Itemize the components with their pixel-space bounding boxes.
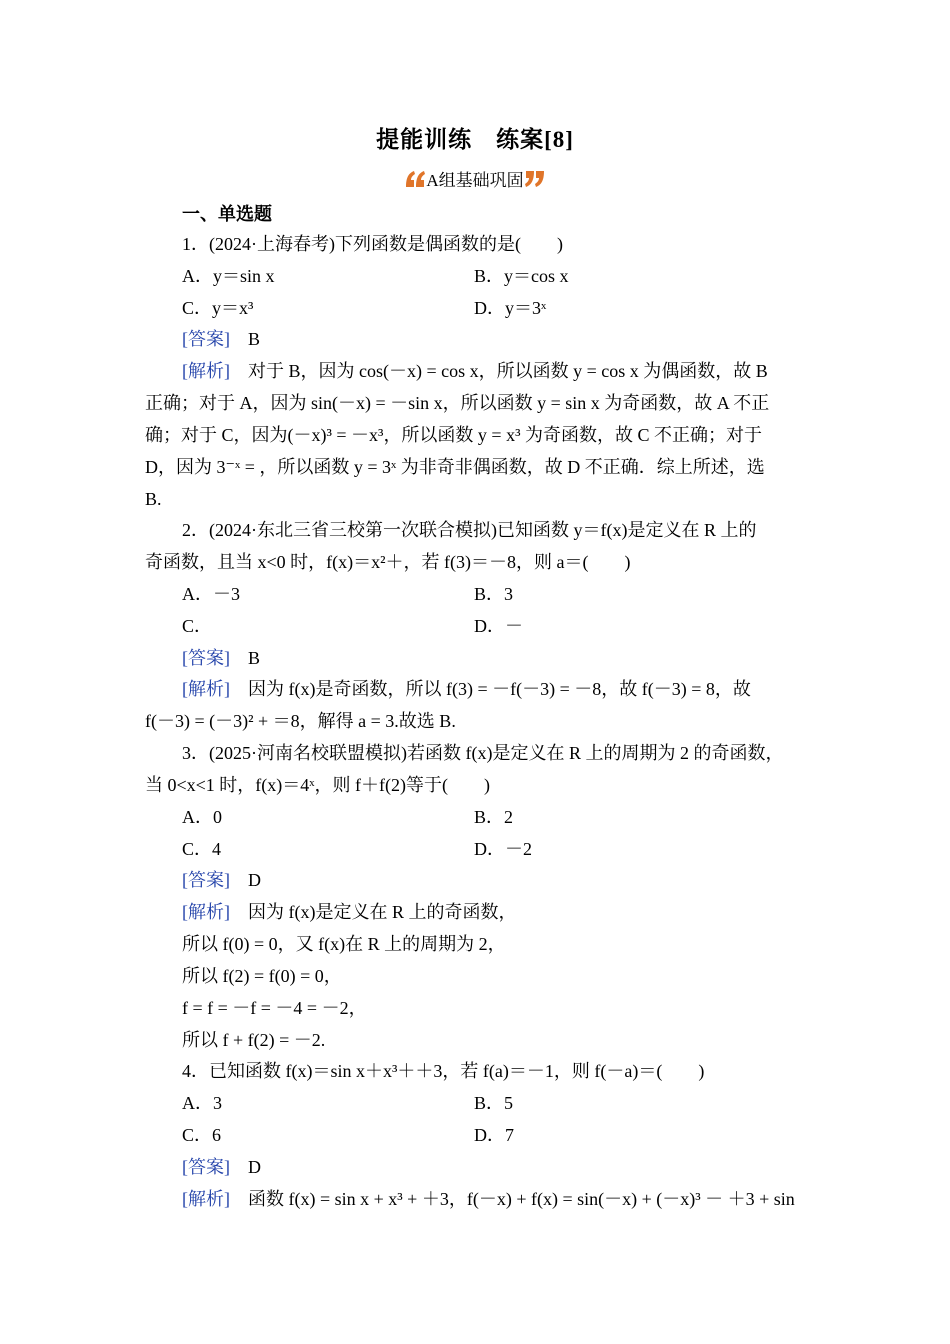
close-quote-icon <box>524 169 546 189</box>
q4-option-c: C．6 <box>182 1125 222 1145</box>
answer-tag: [答案] <box>182 870 230 890</box>
answer-value: D <box>248 1157 261 1177</box>
q2-analysis-line-2: f(－3) = (－3)² + ＝8，解得 a = 3.故选 B. <box>145 711 456 731</box>
q4-stem: 4．已知函数 f(x)＝sin x＋x³＋＋3，若 f(a)＝－1，则 f(－a)＝( ) <box>182 1061 705 1081</box>
q4-option-b: B．5 <box>474 1093 514 1113</box>
q2-option-d: D．－ <box>474 616 523 636</box>
section-heading: 一、单选题 <box>182 204 272 224</box>
analysis-tag: [解析] <box>182 902 230 922</box>
q1-option-a: A．y＝sin x <box>182 266 275 286</box>
page-title: 提能训练 练案[8] <box>376 127 574 152</box>
q3-option-b: B．2 <box>474 807 514 827</box>
q3-analysis-line-3: 所以 f(2) = f(0) = 0， <box>182 966 342 986</box>
q1-answer <box>182 327 260 351</box>
analysis-tag: [解析] <box>182 679 230 699</box>
q3-stem-line-1: 3．(2025·河南名校联盟模拟)若函数 f(x)是定义在 R 上的周期为 2 的奇函数， <box>182 743 784 763</box>
q1-analysis-line-5: B. <box>145 489 162 509</box>
q3-analysis-line-5: 所以 f + f(2) = －2. <box>182 1030 326 1050</box>
q3-stem-line-2: 当 0<x<1 时，f(x)＝4ˣ，则 f＋f(2)等于( ) <box>145 775 490 795</box>
answer-value: B <box>248 648 261 668</box>
q3-option-a: A．0 <box>182 807 222 827</box>
q3-analysis-line-1: [解析] 因为 f(x)是定义在 R 上的奇函数， <box>182 902 517 922</box>
q1-stem: 1．(2024·上海春考)下列函数是偶函数的是( ) <box>182 234 563 254</box>
q1-analysis-line-1: [解析] 对于 B，因为 cos(－x) = cos x，所以函数 y = cos x 为偶函数，故 B <box>182 361 768 381</box>
q1-option-c: C．y＝x³ <box>182 298 254 318</box>
q1-analysis-line-3: 确；对于 C，因为(－x)³ = －x³，所以函数 y = x³ 为奇函数，故 C 不正确；对于 <box>145 425 762 445</box>
q2-stem-line-2: 奇函数，且当 x<0 时，f(x)＝x²＋，若 f(3)＝－8，则 a＝( ) <box>145 552 631 572</box>
q3-analysis-line-2: 所以 f(0) = 0，又 f(x)在 R 上的周期为 2， <box>182 934 506 954</box>
answer-tag: [答案] <box>182 329 230 349</box>
q2-option-b: B．3 <box>474 584 514 604</box>
q4-answer <box>182 1155 261 1179</box>
q3-answer <box>182 868 261 892</box>
answer-value: B <box>248 329 261 349</box>
section-banner <box>0 166 950 191</box>
answer-value: D <box>248 870 261 890</box>
q4-analysis-line-1: [解析] 函数 f(x) = sin x + x³ + ＋3，f(－x) + f(x) = sin(－x) + (－x)³ － ＋3 + sin <box>182 1189 795 1209</box>
q4-option-d: D．7 <box>474 1125 514 1145</box>
q3-option-d: D．－2 <box>474 839 532 859</box>
q2-analysis-line-1: [解析] 因为 f(x)是奇函数，所以 f(3) = －f(－3) = －8，故 f(－3) = 8，故 <box>182 679 751 699</box>
q1-analysis-line-2: 正确；对于 A，因为 sin(－x) = －sin x，所以函数 y = sin x 为奇函数，故 A 不正 <box>145 393 770 413</box>
answer-tag: [答案] <box>182 648 230 668</box>
q1-option-b: B．y＝cos x <box>474 266 569 286</box>
answer-tag: [答案] <box>182 1157 230 1177</box>
q2-option-a: A．－3 <box>182 584 240 604</box>
q2-stem-line-1: 2．(2024·东北三省三校第一次联合模拟)已知函数 y＝f(x)是定义在 R 上的 <box>182 520 757 540</box>
q3-analysis-line-4: f = f = －f = －4 = －2， <box>182 998 367 1018</box>
q1-option-d: D．y＝3ˣ <box>474 298 547 318</box>
open-quote-icon <box>404 169 426 189</box>
q2-answer <box>182 646 260 670</box>
q3-option-c: C．4 <box>182 839 222 859</box>
q1-analysis-line-4: D，因为 3⁻ˣ = ，所以函数 y = 3ˣ 为非奇非偶函数，故 D 不正确．综上所述，选 <box>145 457 765 477</box>
analysis-tag: [解析] <box>182 1189 230 1209</box>
analysis-tag: [解析] <box>182 361 230 381</box>
group-title: A组基础巩固 <box>426 171 524 190</box>
q2-option-c: C． <box>182 616 213 636</box>
q4-option-a: A．3 <box>182 1093 222 1113</box>
